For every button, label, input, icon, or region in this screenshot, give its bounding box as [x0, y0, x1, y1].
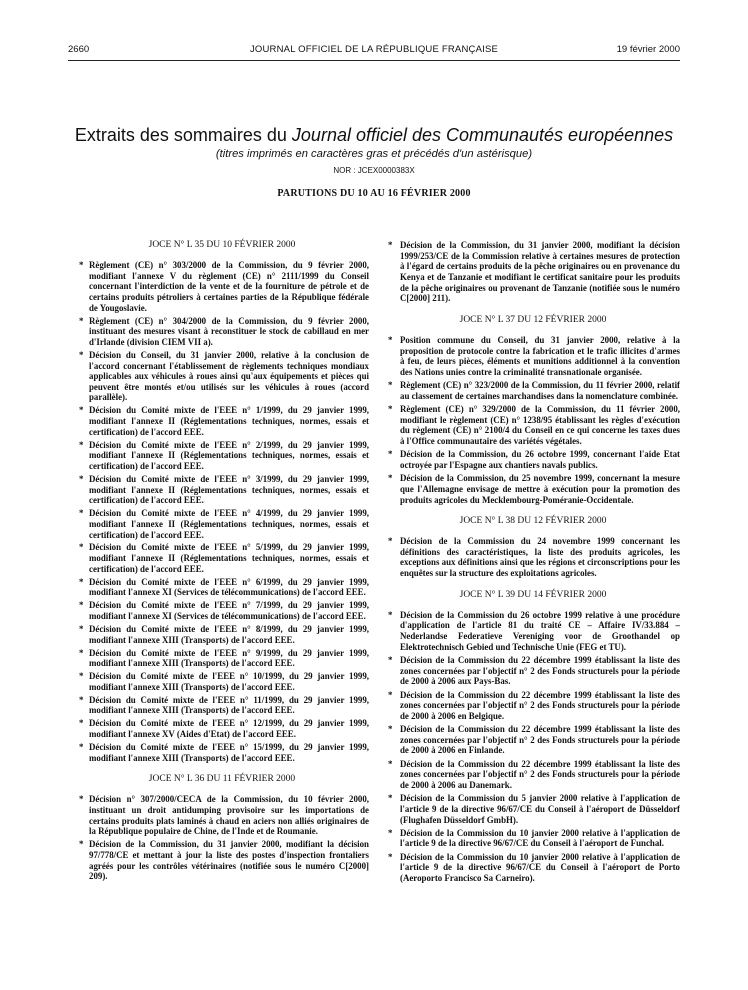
summary-text: Décision de la Commission du 26 octobre 1999 relative à une procédure d'application de l'article 81 du traité CE – Affaire IV/33.884 – Nederlandse Federatieve Vereniging voor de Groothandel op Elektrotechnisch Gebied und Technische Unie (FEG et TU). [400, 609, 680, 652]
summary-text: Décision du Comité mixte de l'EEE n° 6/1999, du 29 janvier 1999, modifiant l'annexe XI (Services de télécommunications) de l'accord EEE. [89, 576, 369, 598]
summary-text: Décision du Comité mixte de l'EEE n° 15/1999, du 29 janvier 1999, modifiant l'annexe XIII (Transports) de l'accord EEE. [89, 742, 369, 763]
summary-text: Décision du Comité mixte de l'EEE n° 1/1999, du 29 janvier 1999, modifiant l'annexe II (Réglementations techniques, normes, essais et certification) de l'accord EEE. [89, 405, 369, 437]
asterisk-marker: * [388, 473, 393, 484]
summary-item [75, 577, 369, 598]
asterisk-marker: * [79, 794, 84, 805]
asterisk-marker: * [388, 449, 393, 460]
summary-text: Décision de la Commission, du 31 janvier 2000, modifiant la décision 1999/253/CE de la Commission relative à certaines mesures de protection à l'égard de certains produits de la pêche originaires ou en provenance du Kenya et de Tanzanie et modifiant le certificat sanitaire pour les produits de la pêche originaires ou provenant de Tanzanie (notifiée sous le numéro C[2000] 211). [400, 240, 680, 304]
asterisk-marker: * [79, 647, 84, 658]
summary-item [75, 742, 369, 763]
summary-item [75, 508, 369, 540]
summary-text: Décision du Comité mixte de l'EEE n° 11/1999, du 29 janvier 1999, modifiant l'annexe XIII (Transports) de l'accord EEE. [89, 694, 369, 716]
summary-item [386, 335, 680, 378]
summary-item [386, 536, 680, 579]
summary-item [75, 542, 369, 574]
summary-item [75, 624, 369, 645]
asterisk-marker: * [79, 473, 84, 484]
section-heading: JOCE N° L 37 DU 12 FÉVRIER 2000 [459, 314, 607, 325]
summary-text: Décision de la Commission du 22 décembre 1999 établissant la liste des zones concernées par l'objectif n° 2 des Fonds structurels pour la période de 2000 à 2006 aux Pays-Bas. [400, 655, 680, 687]
asterisk-marker: * [79, 600, 84, 611]
page-title: Extraits des sommaires du Journal officiel des Communautés européennes [74, 125, 674, 145]
asterisk-marker: * [388, 404, 393, 415]
summary-item [75, 405, 369, 437]
asterisk-marker: * [79, 542, 84, 553]
summary-text: Décision de la Commission du 22 décembre 1999 établissant la liste des zones concernées par l'objectif n° 2 des Fonds structurels pour la période de 2000 à 2006 au Danemark. [400, 758, 680, 790]
summary-text: Règlement (CE) n° 329/2000 de la Commission, du 11 février 2000, modifiant le règlement (CE) n° 1238/95 établissant les règles d'exécution du règlement (CE) n° 2100/4 du Conseil en ce qui concerne les taxes dues à l'Office communautaire des variétés végétales. [400, 404, 680, 447]
summary-text: Décision du Comité mixte de l'EEE n° 9/1999, du 29 janvier 1999, modifiant l'annexe XIII (Transports) de l'accord EEE. [89, 647, 369, 669]
page-subtitle: (titres imprimés en caractères gras et précédés d'un astérisque) [215, 148, 533, 160]
summary-item [386, 690, 680, 722]
summary-item [386, 449, 680, 470]
summary-text: Décision de la Commission du 22 décembre 1999 établissant la liste des zones concernées par l'objectif n° 2 des Fonds structurels pour la période de 2000 à 2006 en Finlande. [400, 724, 680, 756]
summary-item [386, 610, 680, 653]
summary-item [386, 724, 680, 756]
asterisk-marker: * [388, 536, 393, 547]
asterisk-marker: * [79, 349, 84, 360]
summary-item [386, 404, 680, 447]
summary-text: Décision n° 307/2000/CECA de la Commission, du 10 février 2000, instituant un droit antidumping provisoire sur les importations de certains produits plats laminés à chaud en aciers non alliés originaires de la République populaire de Chine, de l'Inde et de Roumanie. [89, 794, 369, 837]
summary-text: Décision de la Commission, du 26 octobre 1999, concernant l'aide Etat octroyée par l'Espagne aux chantiers navals publics. [400, 449, 680, 470]
asterisk-marker: * [79, 508, 84, 519]
section-heading: JOCE N° L 39 DU 14 FÉVRIER 2000 [459, 589, 607, 600]
issue-date: 19 février 2000 [616, 44, 680, 55]
asterisk-marker: * [388, 851, 393, 862]
asterisk-marker: * [388, 758, 393, 769]
summary-text: Décision du Comité mixte de l'EEE n° 4/1999, du 29 janvier 1999, modifiant l'annexe II (Réglementations techniques, normes, essais et certification) de l'accord EEE. [89, 508, 369, 540]
asterisk-marker: * [388, 827, 393, 838]
asterisk-marker: * [79, 439, 84, 450]
journal-title-italic: Journal officiel des Communautés européennes [291, 125, 674, 145]
summary-item [75, 839, 369, 882]
asterisk-marker: * [388, 334, 393, 345]
summary-item [75, 794, 369, 837]
left-column [75, 240, 369, 884]
asterisk-marker: * [388, 655, 393, 665]
asterisk-marker: * [388, 380, 393, 391]
journal-name: JOURNAL OFFICIEL DE LA RÉPUBLIQUE FRANÇAISE [249, 44, 499, 55]
asterisk-marker: * [79, 405, 84, 416]
summary-item [75, 474, 369, 506]
summary-item [386, 828, 680, 849]
section-heading: JOCE N° L 35 DU 10 FÉVRIER 2000 [148, 240, 296, 250]
summary-item [75, 350, 369, 403]
summary-text: Décision du Comité mixte de l'EEE n° 7/1999, du 29 janvier 1999, modifiant l'annexe XI (Services de télécommunications) de l'accord EEE. [89, 600, 369, 622]
asterisk-marker: * [79, 839, 84, 850]
summary-text: Décision de la Commission du 10 janvier 2000 relative à l'application de l'article 9 de la directive 96/67/CE du Conseil à l'aéroport de Porto (Aeroporto Francisco Sa Carneiro). [400, 851, 680, 884]
publication-period: PARUTIONS DU 10 AU 16 FÉVRIER 2000 [277, 188, 471, 199]
asterisk-marker: * [79, 742, 84, 753]
summary-text: Décision de la Commission du 5 janvier 2000 relative à l'application de l'article 9 de la directive 96/67/CE du Conseil à l'aéroport de Düsseldorf (Flughafen Düsseldorf GmbH). [400, 793, 680, 825]
asterisk-marker: * [388, 724, 393, 735]
summary-item [386, 852, 680, 884]
summary-text: Décision de la Commission, du 31 janvier 2000, modifiant la décision 97/778/CE et mettant à jour la liste des postes d'inspection frontaliers agréés pour les contrôles vétérinaires (notifiée sous le numéro C[2000] 209). [89, 839, 369, 882]
summary-text: Décision de la Commission du 10 janvier 2000 relative à l'application de l'article 9 de la directive 96/67/CE du Conseil à l'aéroport de Funchal. [400, 827, 680, 849]
summary-text: Décision du Conseil, du 31 janvier 2000, relative à la conclusion de l'accord concernant l'établissement de règlements techniques mondiaux applicables aux véhicules à roues ainsi qu'aux équipements et pièces qui peuvent être montés et/ou utilisés sur les véhicules à roues (accord parallèle). [89, 349, 369, 403]
asterisk-marker: * [388, 240, 393, 250]
summary-text: Position commune du Conseil, du 31 janvier 2000, relative à la proposition de protocole contre la fabrication et le trafic illicites d'armes à feu, de leurs pièces, éléments et munitions additionnel à la convention des Nations unies contre la criminalité transnationale organisée. [400, 334, 680, 377]
summary-item [386, 759, 680, 791]
asterisk-marker: * [79, 718, 84, 729]
summary-text: Décision du Comité mixte de l'EEE n° 3/1999, du 29 janvier 1999, modifiant l'annexe II (Réglementations techniques, normes, essais et certification) de l'accord EEE. [89, 473, 369, 506]
summary-text: Décision de la Commission du 22 décembre 1999 établissant la liste des zones concernées par l'objectif n° 2 des Fonds structurels pour la période de 2000 à 2006 en Belgique. [400, 689, 680, 721]
page-number: 2660 [68, 44, 90, 55]
right-column [386, 240, 680, 886]
asterisk-marker: * [79, 623, 84, 634]
asterisk-marker: * [79, 694, 84, 705]
asterisk-marker: * [388, 609, 393, 620]
summary-text: Règlement (CE) n° 303/2000 de la Commission, du 9 février 2000, modifiant l'annexe V du règlement (CE) n° 2111/1999 du Conseil concernant l'interdiction de la vente et de la fourniture de pétrole et de certains produits pétroliers à certaines parties de la République fédérale de Yougoslavie. [89, 260, 369, 313]
summary-text: Décision du Comité mixte de l'EEE n° 5/1999, du 29 janvier 1999, modifiant l'annexe II (Réglementations techniques, normes, essais et certification) de l'accord EEE. [89, 542, 369, 574]
nor-reference: NOR : JCEX0000383X [333, 166, 415, 175]
asterisk-marker: * [79, 576, 84, 587]
asterisk-marker: * [388, 689, 393, 700]
summary-item [75, 695, 369, 716]
asterisk-marker: * [79, 260, 84, 270]
summary-item [75, 260, 369, 313]
section-heading: JOCE N° L 36 DU 11 FÉVRIER 2000 [148, 774, 296, 785]
asterisk-marker: * [79, 315, 84, 326]
summary-item [386, 793, 680, 825]
summary-text: Décision du Comité mixte de l'EEE n° 8/1999, du 29 janvier 1999, modifiant l'annexe XIII (Transports) de l'accord EEE. [89, 623, 369, 645]
summary-item [386, 240, 680, 304]
summary-item [75, 440, 369, 472]
summary-item [386, 380, 680, 401]
summary-text: Décision du Comité mixte de l'EEE n° 12/1999, du 29 janvier 1999, modifiant l'annexe XV (Aides d'Etat) de l'accord EEE. [89, 718, 369, 740]
section-heading: JOCE N° L 38 DU 12 FÉVRIER 2000 [459, 516, 607, 527]
running-header [68, 44, 680, 58]
summary-text: Décision du Comité mixte de l'EEE n° 2/1999, du 29 janvier 1999, modifiant l'annexe II (Réglementations techniques, normes, essais et certification) de l'accord EEE. [89, 439, 369, 471]
summary-text: Décision de la Commission, du 25 novembre 1999, concernant la mesure que l'Allemagne envisage de mettre à exécution pour la promotion des produits agricoles du Mecklembourg-Poméranie-Occidentale. [400, 473, 680, 505]
summary-item [75, 316, 369, 348]
summary-item [75, 648, 369, 669]
summary-item [75, 718, 369, 739]
summary-item [386, 473, 680, 505]
summary-text: Décision de la Commission du 24 novembre 1999 concernant les définitions des caractéristiques, la liste des produits agricoles, les exceptions aux définitions ainsi que les régions et circonscriptions pour les enquêtes sur la structure des exploitations agricoles. [400, 536, 680, 579]
summary-text: Règlement (CE) n° 323/2000 de la Commission, du 11 février 2000, relatif au classement de certaines marchandises dans la nomenclature combinée. [400, 380, 680, 401]
summary-item [75, 600, 369, 621]
summary-item [386, 655, 680, 687]
header-rule [68, 60, 680, 61]
summary-item [75, 671, 369, 692]
summary-text: Décision du Comité mixte de l'EEE n° 10/1999, du 29 janvier 1999, modifiant l'annexe XIII (Transports) de l'accord EEE. [89, 671, 369, 692]
summary-text: Règlement (CE) n° 304/2000 de la Commission, du 9 février 2000, instituant des mesures visant à reconstituer le stock de cabillaud en mer d'Irlande (division CIEM VII a). [89, 315, 369, 347]
asterisk-marker: * [388, 793, 393, 804]
asterisk-marker: * [79, 671, 84, 682]
